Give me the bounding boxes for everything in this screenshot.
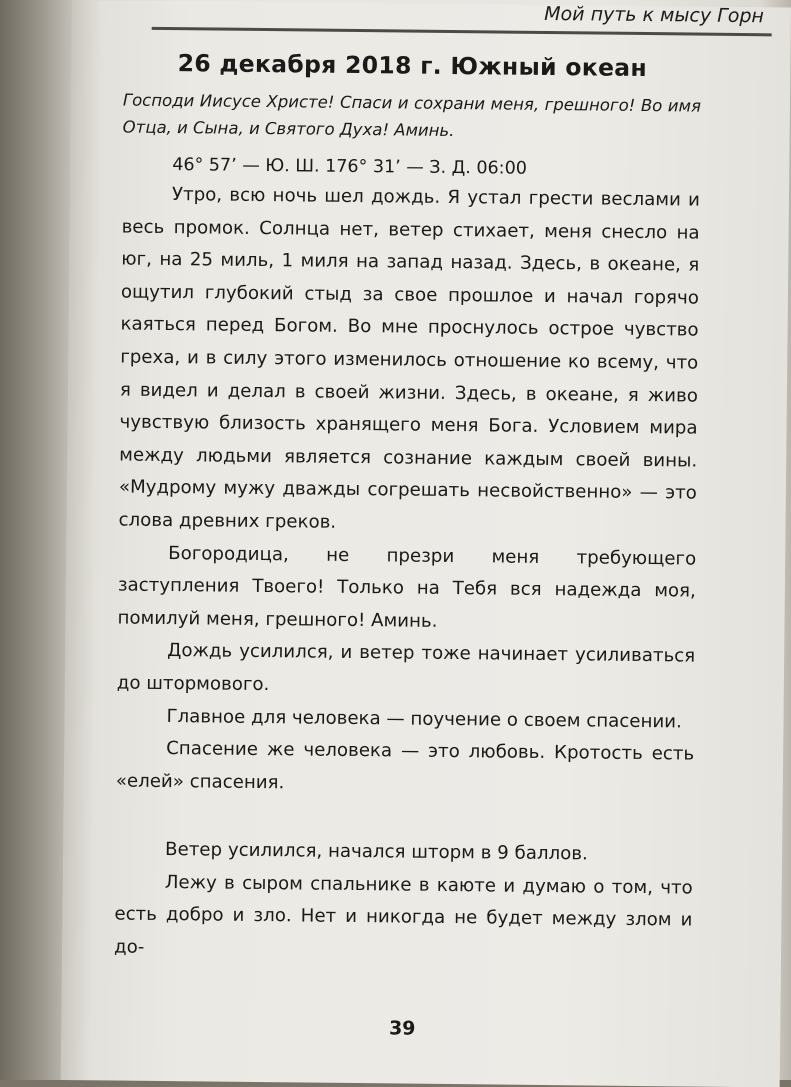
book-page [61, 0, 791, 1087]
page-content [113, 49, 702, 1040]
entry-title: 26 декабря 2018 г. Южный океан [177, 49, 648, 83]
running-head [152, 0, 772, 36]
paragraph: Главное для человека — поучение о своем спасении. [166, 705, 682, 732]
page-number: 39 [388, 1017, 416, 1040]
paragraph: Утро, всю ночь шел дождь. Я устал грести веслами и весь промок. Солнца нет, ветер стихает, меня снесло на юг, на 25 миль, 1 миля на запад назад. Здесь, в океане, я ощутил глубокий стыд за свое прошлое и начал горячо каяться перед Богом. Во мне проснулось острое чувство греха, и в силу этого изменилось отношение ко всему, что я видел и делал в своей жизни. Здесь, в океане, я живо чувствую близость хранящего меня Бога. Условием мира между людьми является сознание каждым своей вины. «Мудрому мужу дважды согрешать несвойственно» — это слова древних греков. [118, 184, 701, 533]
paragraph: Ветер усилился, начался шторм в 9 баллов. [164, 839, 588, 865]
paragraph: Спасение же человека — это любовь. Кротость есть «елей» спасения. [115, 738, 695, 793]
paragraph: Богородица, не презри меня требующего заступления Твоего! Только на Тебя вся надежда моя, помилуй меня, грешного! Аминь. [117, 542, 697, 632]
running-head-title: Мой путь к мысу Горн [544, 2, 764, 28]
paragraph: Лежу в сыром спальнике в каюте и думаю о том, что есть добро и зло. Нет и никогда не будет между злом и до- [113, 871, 693, 958]
paragraph: Дождь усилился, и ветер тоже начинает усиливаться до штормового. [116, 640, 696, 696]
coordinates-line: 46° 57’ — Ю. Ш. 176° 31’ — З. Д. 06:00 [172, 155, 528, 179]
opening-prayer: Господи Иисусе Христе! Спаси и сохрани меня, грешного! Во имя Отца, и Сына, и Святого Духа! Аминь. [122, 90, 702, 141]
